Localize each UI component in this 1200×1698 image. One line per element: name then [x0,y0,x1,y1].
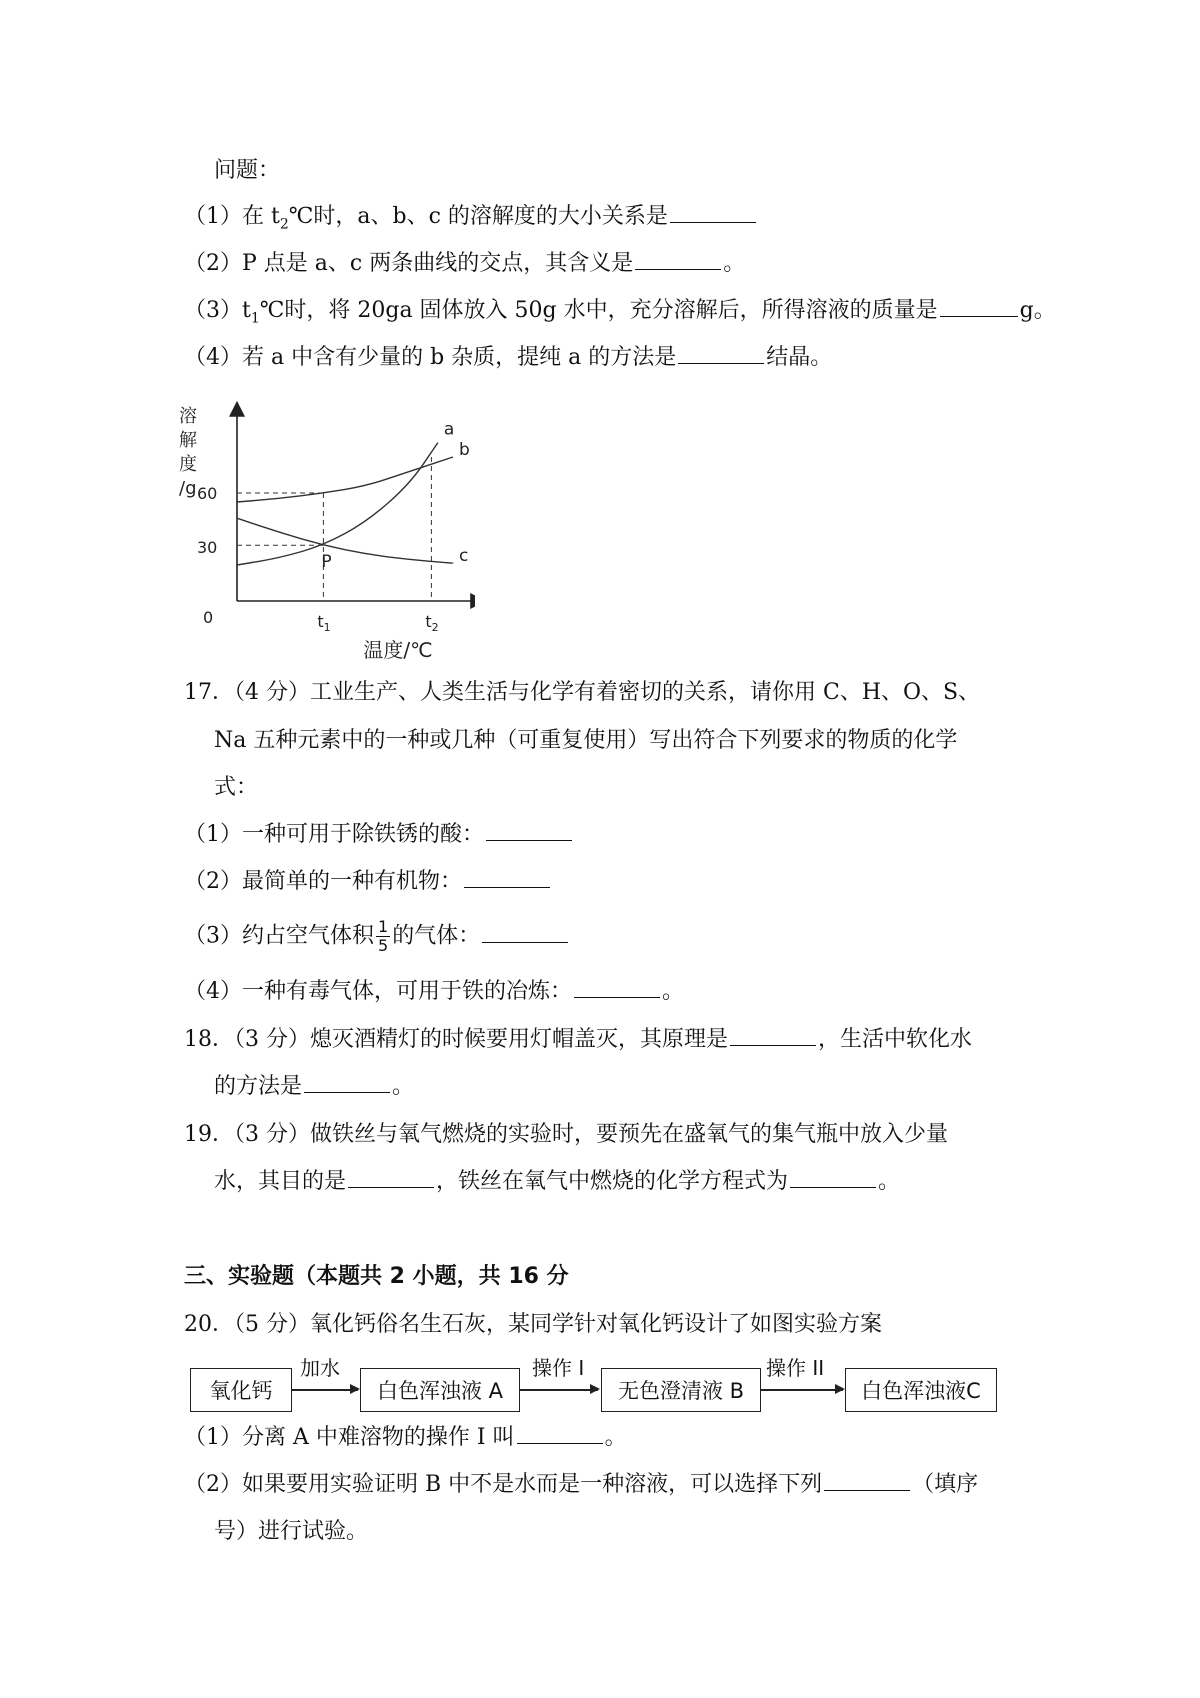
answer-blank [635,249,721,270]
curve-a [237,443,438,565]
flow-box-clear-b: 无色澄清液 B [601,1368,761,1412]
q16-sub2: （2）P 点是 a、c 两条曲线的交点，其含义是 。 [184,251,746,276]
chart-guides [237,457,431,601]
y-axis-label: /g [179,478,197,499]
answer-blank [517,1423,603,1444]
answer-blank [678,343,764,364]
flow-arrow-2 [520,1389,598,1391]
curve-b [237,457,453,502]
q20-sub2: （2）如果要用实验证明 B 中不是水而是一种溶液，可以选择下列 （填序 [184,1472,979,1497]
chart-labels [179,406,470,662]
flow-label-operation-2: 操作 II [766,1356,825,1380]
x-tick-subscript: 1 [323,621,331,634]
q17-sub3: （3）约占空气体积 $\frac{1}{5}$ 的气体： [184,918,570,955]
answer-blank [574,977,660,998]
q16-sub4: （4）若 a 中含有少量的 b 杂质，提纯 a 的方法是 结晶。 [184,345,833,370]
curve-c [237,518,453,563]
q16-tail: 问题： [214,158,281,183]
y-tick-label: 30 [197,538,218,557]
answer-blank [482,922,568,943]
flow-arrow-3 [761,1389,843,1391]
q20-stem: 20．（5 分）氧化钙俗名生石灰，某同学针对氧化钙设计了如图实验方案 [184,1312,882,1337]
y-axis-label: 溶 [179,406,197,427]
answer-blank [730,1025,816,1046]
fraction-one-fifth: $\frac{1}{5}$ [378,917,389,955]
intersection-label-p: P [321,552,332,573]
answer-blank [304,1072,390,1093]
flow-arrow-1 [292,1389,358,1391]
q17-sub2: （2）最简单的一种有机物： [184,867,552,897]
y-tick-label: 60 [197,484,218,503]
y-axis-label: 度 [179,454,197,475]
flow-box-turbid-a: 白色浑浊液 A [360,1368,520,1412]
answer-blank [824,1470,910,1491]
q20-sub1: （1）分离 A 中难溶物的操作 I 叫 。 [184,1425,627,1450]
x-tick-label: $t_1$ [317,612,331,634]
q17-stem-line3: 式： [214,775,259,800]
solubility-chart [175,396,475,662]
q18-line2: 的方法是 。 [214,1074,415,1099]
q17-sub1: （1）一种可用于除铁锈的酸： [184,820,574,850]
chart-curves [237,443,453,565]
q17-stem-line1: 17．（4 分）工业生产、人类生活与化学有着密切的关系，请你用 C、H、O、S、 [184,680,981,705]
q16-sub1: （1）在 $t_2℃$时，a、b、c 的溶解度的大小关系是 [184,202,758,239]
q19-line2: 水，其目的是 ，铁丝在氧气中燃烧的化学方程式为 。 [214,1169,901,1194]
answer-blank [940,296,1018,317]
flow-label-add-water: 加水 [300,1356,340,1380]
answer-blank [348,1167,434,1188]
q16-sub3: $(3)t_1℃$时，将 20ga 固体放入 50g 水中，充分溶解后，所得溶液的质量是 g。 [184,298,1056,327]
flow-label-operation-1: 操作 I [532,1356,585,1380]
answer-blank [486,820,572,841]
curve-label-c: c [459,546,469,567]
origin-label: 0 [203,608,214,627]
x-axis-label: 温度/℃ [363,638,433,662]
flow-box-turbid-c: 白色浑浊液C [845,1368,997,1412]
answer-blank [790,1167,876,1188]
q17-stem-line2: Na 五种元素中的一种或几种（可重复使用）写出符合下列要求的物质的化学 [214,728,958,753]
x-tick-label: $t_2$ [425,612,439,634]
curve-label-b: b [459,440,470,460]
answer-blank [670,202,756,223]
q18-line1: 18．（3 分）熄灭酒精灯的时候要用灯帽盖灭，其原理是 ，生活中软化水 [184,1027,973,1052]
y-axis-label: 解 [179,430,197,451]
section-heading: 三、实验题（本题共 2 小题，共 16 分 [184,1264,569,1289]
q17-sub4: （4）一种有毒气体，可用于铁的冶炼： 。 [184,979,685,1004]
answer-blank [464,867,550,888]
flow-box-calcium-oxide: 氧化钙 [190,1368,292,1412]
q19-line1: 19．（3 分）做铁丝与氧气燃烧的实验时，要预先在盛氧气的集气瓶中放入少量 [184,1122,948,1147]
curve-label-a: a [443,419,455,440]
q20-sub2-line2: 号）进行试验。 [214,1519,369,1544]
x-tick-subscript: 2 [431,621,439,634]
chart-axes [237,404,475,601]
